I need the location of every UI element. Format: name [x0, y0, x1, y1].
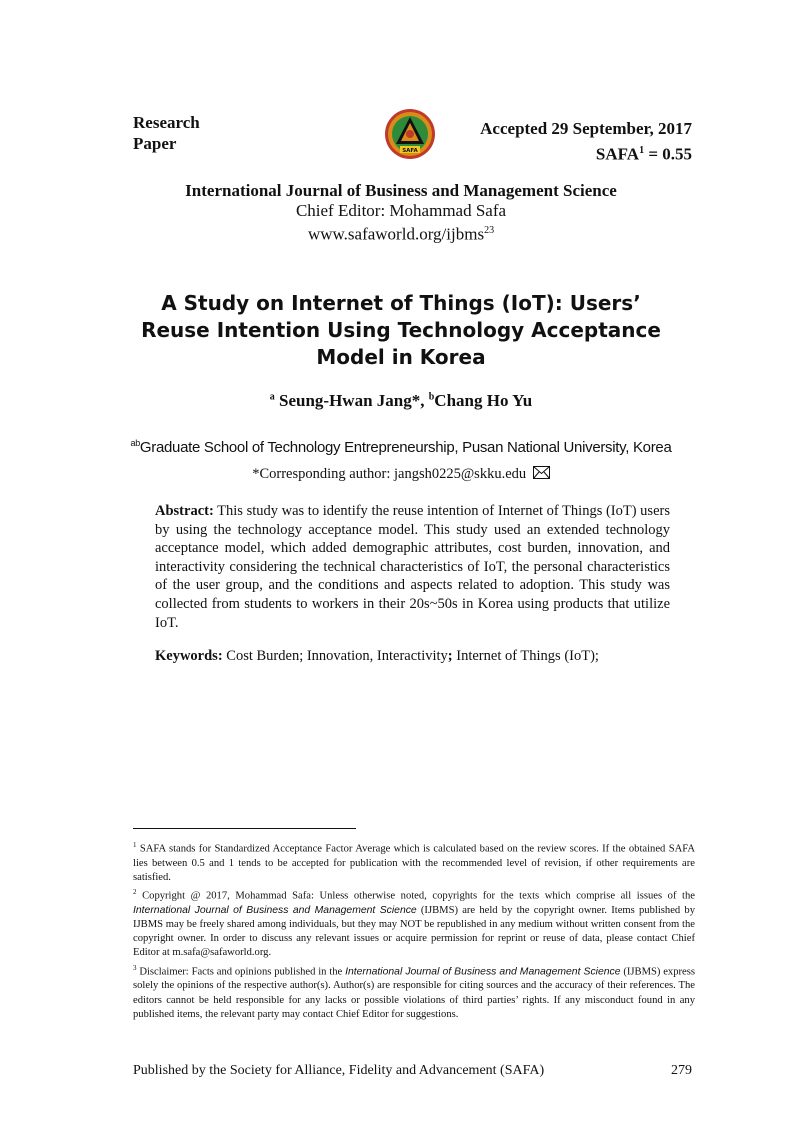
paper-type: Research Paper	[133, 113, 200, 153]
footnote-1: $^1$ SAFA stands for Standardized Acceptance Factor Average which is calculated based on the review scores. If the obtained SAFA lies between 0.5 and 1 tends to be accepted for publication with the recommended level of revision, if other requirements are satisfied.	[133, 841, 695, 883]
footnote-2: $^2$ Copyright @ 2017, Mohammad Safa: Unless otherwise noted, copyrights for the texts which comprise all issues of the International Journal of Business and Management Science (IJBMS) are held by the copyright owner. Items published by IJBMS may be freely shared among individuals, but they may NOT be republished in any medium without written consent from the copyright owner. In order to discuss any relevant issues or acquire permission for reprint or reuse of data, please contact Chief Editor at m.safa@safaworld.org.	[133, 888, 695, 959]
corresponding-author: *Corresponding author: jangsh0225@skku.edu	[0, 466, 802, 483]
affiliation: $^{ab}$Graduate School of Technology Entrepreneurship, Pusan National University, Korea	[130, 438, 672, 456]
journal-name: International Journal of Business and Management Science	[185, 181, 617, 200]
footnote-3: $^3$ Disclaimer: Facts and opinions published in the International Journal of Business and Management Science (IJBMS) express solely the opinions of the respective author(s). Author(s) are responsible for citing sources and the accuracy of their references. The editors cannot be held responsible for any lacks or possible violations of third parties’ rights. If any misconduct found in any published items, the relevant party may contact Chief Editor for suggestions.	[133, 963, 696, 1020]
footnote-divider	[133, 828, 356, 829]
chief-editor: Chief Editor: Mohammad Safa	[295, 201, 507, 220]
paper-title: A Study on Internet of Things (IoT): Users’ Reuse Intention Using Technology Acceptance Model in Korea	[141, 291, 661, 369]
footnotes	[133, 838, 695, 1022]
abstract: Abstract: This study was to identify the reuse intention of Internet of Things (IoT) users by using the technology acceptance model. This study used an extended technology acceptance model, which added demographic attributes, cost burden, innovation, and interactivity considering the technical characteristics of IoT, the personal characteristics of the user group, and the conditions and aspects related to adoption. This study was collected from students to workers in their 20s~50s in Korea using products that utilize IoT.	[155, 503, 670, 631]
keywords: Keywords: Cost Burden; Innovation, Interactivity; Internet of Things (IoT);	[155, 648, 599, 664]
svg-text:SAFA: SAFA	[402, 148, 418, 154]
safa-logo	[384, 108, 436, 160]
mail-icon[interactable]	[533, 466, 550, 479]
page-number: 279	[671, 1063, 692, 1078]
acceptance-info: Accepted 29 September, 2017 $SAFA^1 = 0.55$	[480, 119, 692, 164]
journal-block	[0, 181, 802, 245]
publisher-line: Published by the Society for Alliance, Fidelity and Advancement (SAFA)	[133, 1063, 545, 1078]
journal-url: www.safaworld.org/ijbms$^{23}$	[307, 224, 495, 244]
safa-score: $SAFA^1 = 0.55$	[595, 144, 692, 164]
authors: $^a$ Seung-Hwan Jang*, $^b$Chang Ho Yu	[269, 391, 533, 410]
